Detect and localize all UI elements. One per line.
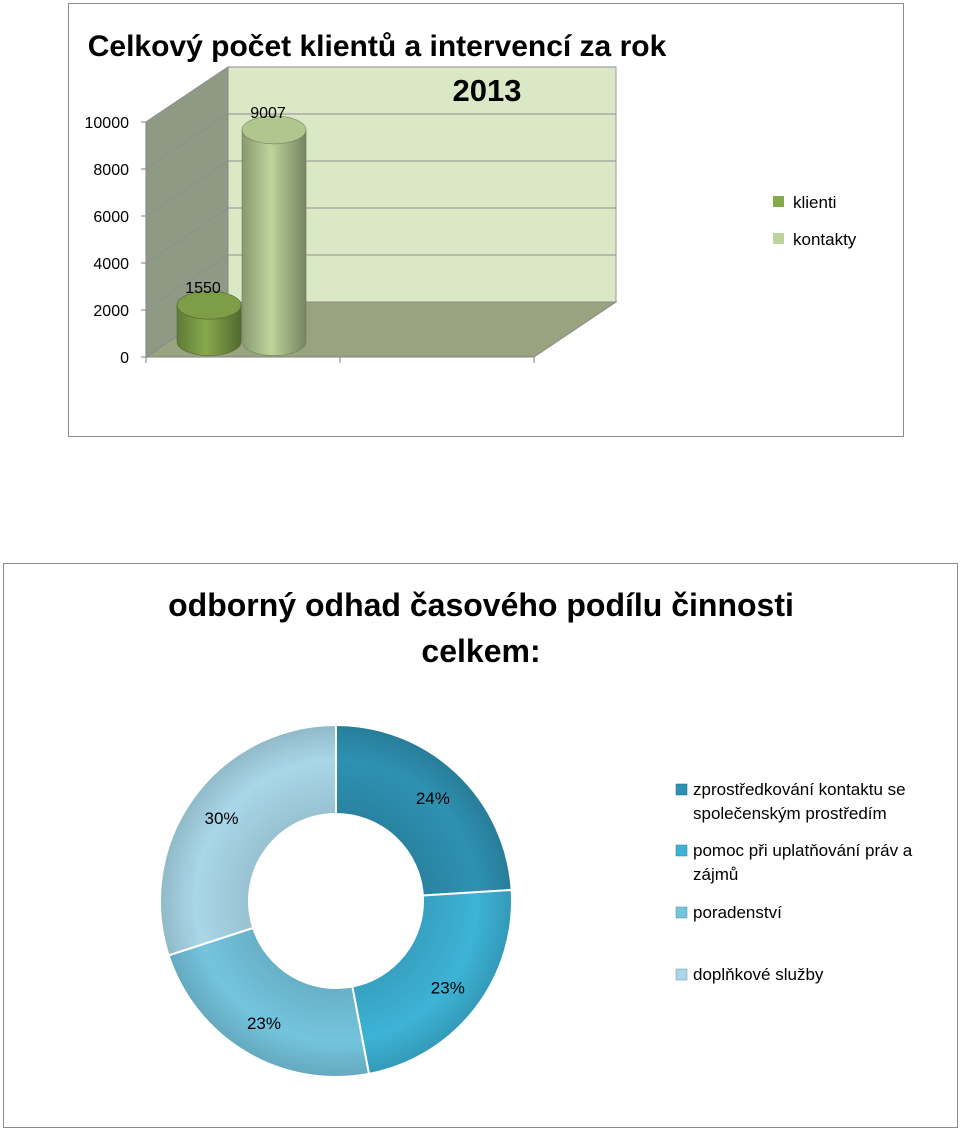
slice-label-2: 23% [430, 978, 465, 998]
bar-kontakty [242, 116, 306, 356]
legend-label-3: poradenství [693, 903, 782, 922]
legend-label-kontakty: kontakty [793, 230, 857, 249]
chart-title-line: 2013 [452, 73, 522, 108]
donut-slice-4 [160, 725, 336, 955]
legend-swatch-2 [676, 845, 687, 856]
donut-slice-1 [336, 725, 512, 896]
chart-title-line: celkem: [421, 633, 541, 669]
legend-swatch-4 [676, 969, 687, 980]
legend-label-2: zájmů [693, 865, 739, 884]
legend-label-1: společenským prostředím [693, 804, 887, 823]
legend-swatch-kontakty [773, 233, 784, 244]
y-tick-label: 8000 [93, 162, 129, 179]
y-tick-label: 2000 [93, 303, 129, 320]
bar-chart-panel [68, 3, 904, 437]
bar-chart [69, 4, 905, 438]
legend-label-2: pomoc při uplatňování práv a [693, 841, 913, 860]
data-label-kontakty: 9007 [250, 104, 286, 122]
chart-title-line: odborný odhad časového podílu činnosti [168, 587, 794, 623]
slice-label-4: 30% [204, 808, 239, 828]
legend-swatch-1 [676, 784, 687, 795]
y-tick-label: 4000 [93, 256, 129, 273]
legend-label-klienti: klienti [793, 193, 837, 212]
legend-label-1: zprostředkování kontaktu se [693, 780, 906, 799]
bar-klienti [177, 291, 241, 355]
legend-swatch-klienti [773, 196, 784, 207]
donut-chart [4, 564, 959, 1129]
legend-label-4: doplňkové služby [693, 965, 824, 984]
y-tick-label: 0 [120, 350, 129, 367]
y-tick-label: 6000 [93, 209, 129, 226]
data-label-klienti: 1550 [185, 280, 221, 298]
donut-slice-3 [169, 928, 369, 1077]
donut-chart-panel [3, 563, 958, 1128]
slice-label-3: 23% [246, 1013, 281, 1033]
y-tick-label: 10000 [84, 115, 129, 132]
bar-body-kontakty [242, 130, 306, 356]
chart-title-line: Celkový počet klientů a intervencí za rok [87, 30, 667, 63]
slice-label-1: 24% [415, 788, 450, 808]
legend-swatch-3 [676, 907, 687, 918]
